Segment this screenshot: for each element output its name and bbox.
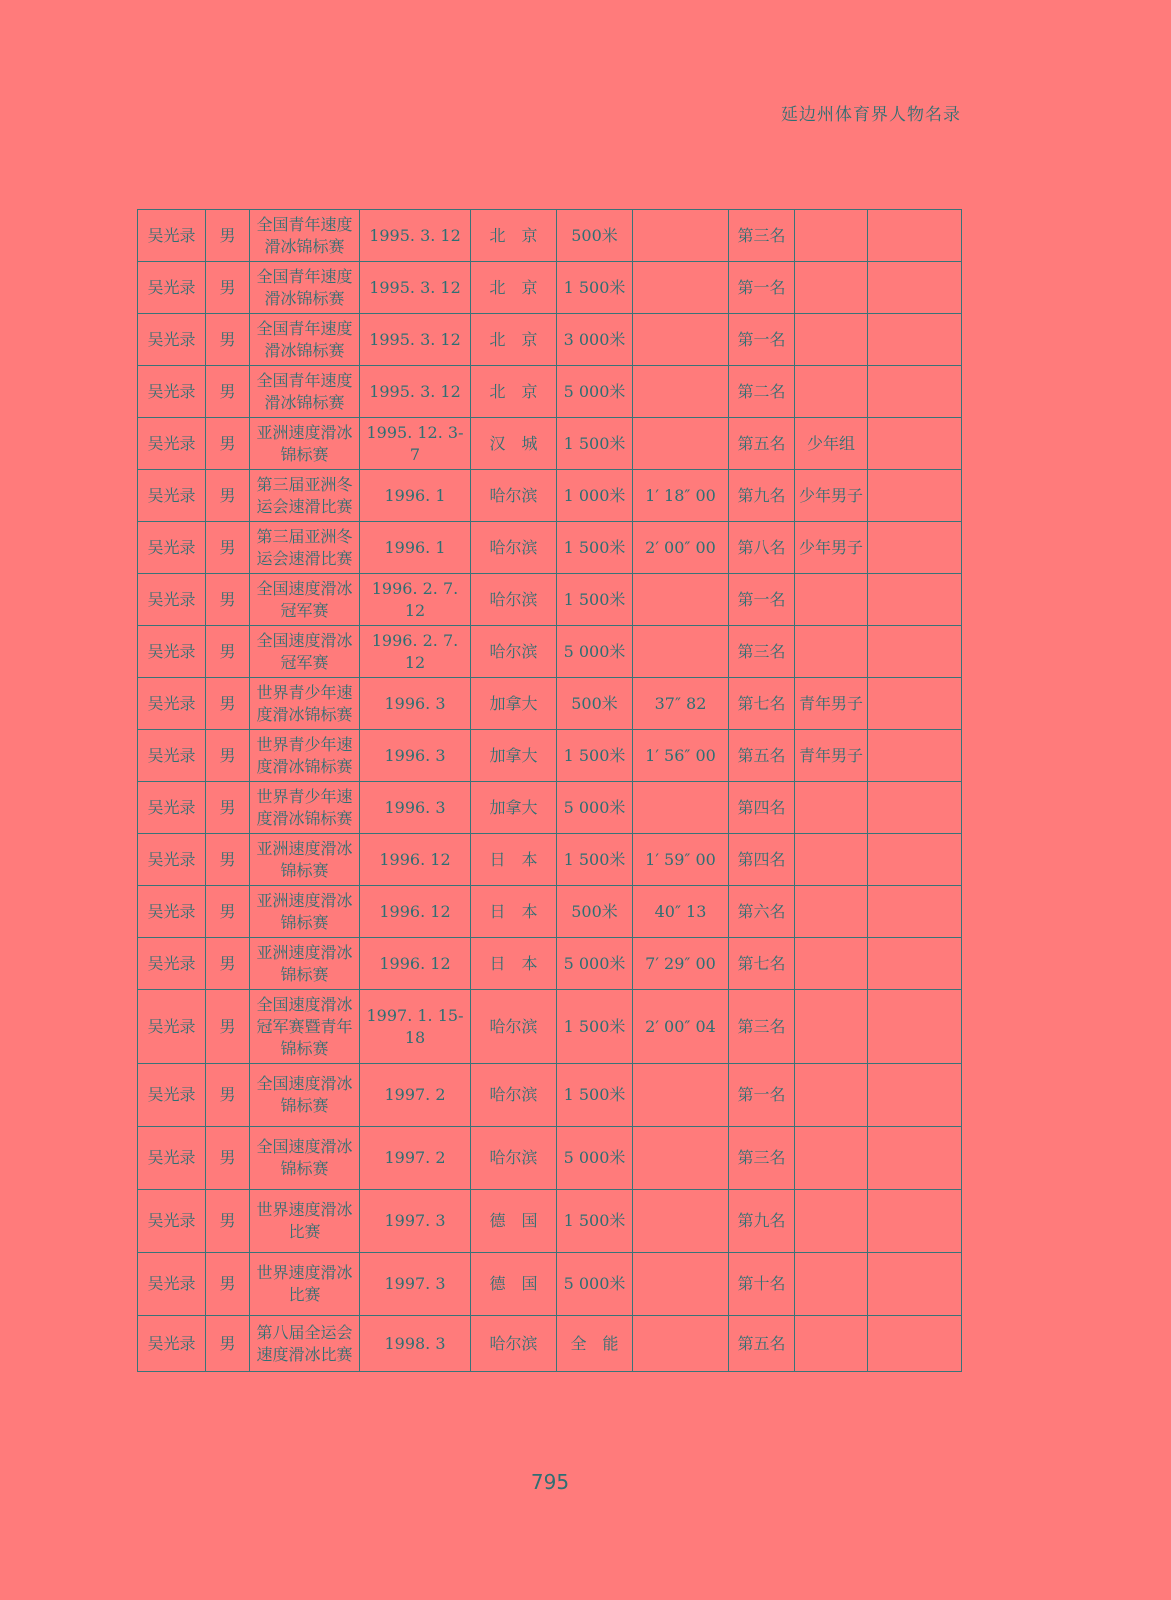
rank-cell: 第三名 xyxy=(729,990,795,1064)
event-name-cell: 第三届亚洲冬运会速滑比赛 xyxy=(250,470,360,522)
rank-cell: 第五名 xyxy=(729,418,795,470)
location-cell: 哈尔滨 xyxy=(471,990,557,1064)
location-cell: 北 京 xyxy=(471,314,557,366)
rank-cell: 第一名 xyxy=(729,314,795,366)
gender-cell: 男 xyxy=(206,314,250,366)
group-note-cell: 青年男子 xyxy=(795,678,868,730)
location-cell: 哈尔滨 xyxy=(471,522,557,574)
gender-cell: 男 xyxy=(206,1316,250,1372)
event-name-cell: 亚洲速度滑冰锦标赛 xyxy=(250,834,360,886)
rank-cell: 第六名 xyxy=(729,886,795,938)
location-cell: 北 京 xyxy=(471,366,557,418)
athlete-name-cell: 吴光录 xyxy=(138,574,206,626)
rank-cell: 第五名 xyxy=(729,730,795,782)
distance-cell: 5 000米 xyxy=(557,1127,633,1190)
date-cell: 1996. 2. 7. 12 xyxy=(360,574,471,626)
rank-cell: 第七名 xyxy=(729,678,795,730)
distance-cell: 1 500米 xyxy=(557,262,633,314)
group-note-cell xyxy=(795,782,868,834)
extra-cell xyxy=(868,678,962,730)
event-name-cell: 世界速度滑冰比赛 xyxy=(250,1253,360,1316)
date-cell: 1996. 12 xyxy=(360,886,471,938)
extra-cell xyxy=(868,210,962,262)
athlete-name-cell: 吴光录 xyxy=(138,522,206,574)
extra-cell xyxy=(868,1316,962,1372)
gender-cell: 男 xyxy=(206,262,250,314)
event-name-cell: 第三届亚洲冬运会速滑比赛 xyxy=(250,522,360,574)
date-cell: 1996. 1 xyxy=(360,522,471,574)
extra-cell xyxy=(868,1190,962,1253)
distance-cell: 1 500米 xyxy=(557,1190,633,1253)
table-row xyxy=(138,1190,962,1253)
location-cell: 哈尔滨 xyxy=(471,470,557,522)
extra-cell xyxy=(868,314,962,366)
athlete-name-cell: 吴光录 xyxy=(138,262,206,314)
extra-cell xyxy=(868,834,962,886)
table-row xyxy=(138,574,962,626)
group-note-cell xyxy=(795,834,868,886)
location-cell: 加拿大 xyxy=(471,782,557,834)
rank-cell: 第一名 xyxy=(729,1064,795,1127)
rank-cell: 第一名 xyxy=(729,574,795,626)
result-time-cell xyxy=(633,210,729,262)
date-cell: 1997. 3 xyxy=(360,1253,471,1316)
distance-cell: 5 000米 xyxy=(557,782,633,834)
distance-cell: 500米 xyxy=(557,678,633,730)
event-name-cell: 世界青少年速度滑冰锦标赛 xyxy=(250,678,360,730)
date-cell: 1997. 2 xyxy=(360,1064,471,1127)
extra-cell xyxy=(868,938,962,990)
result-time-cell xyxy=(633,1253,729,1316)
result-time-cell: 40″ 13 xyxy=(633,886,729,938)
result-time-cell xyxy=(633,1316,729,1372)
result-time-cell xyxy=(633,314,729,366)
result-time-cell: 7′ 29″ 00 xyxy=(633,938,729,990)
table-row xyxy=(138,1064,962,1127)
page-header-title: 延边州体育界人物名录 xyxy=(781,105,961,125)
location-cell: 哈尔滨 xyxy=(471,574,557,626)
date-cell: 1996. 3 xyxy=(360,730,471,782)
distance-cell: 500米 xyxy=(557,210,633,262)
table-row xyxy=(138,1127,962,1190)
athlete-name-cell: 吴光录 xyxy=(138,418,206,470)
location-cell: 加拿大 xyxy=(471,730,557,782)
location-cell: 哈尔滨 xyxy=(471,1064,557,1127)
group-note-cell xyxy=(795,1316,868,1372)
table-row xyxy=(138,834,962,886)
distance-cell: 500米 xyxy=(557,886,633,938)
group-note-cell xyxy=(795,314,868,366)
group-note-cell xyxy=(795,1190,868,1253)
result-time-cell xyxy=(633,418,729,470)
athlete-name-cell: 吴光录 xyxy=(138,938,206,990)
table-row xyxy=(138,990,962,1064)
extra-cell xyxy=(868,470,962,522)
extra-cell xyxy=(868,1127,962,1190)
location-cell: 日 本 xyxy=(471,938,557,990)
athlete-name-cell: 吴光录 xyxy=(138,678,206,730)
athlete-name-cell: 吴光录 xyxy=(138,1127,206,1190)
rank-cell: 第九名 xyxy=(729,1190,795,1253)
athlete-name-cell: 吴光录 xyxy=(138,782,206,834)
records-table xyxy=(137,209,962,1372)
date-cell: 1998. 3 xyxy=(360,1316,471,1372)
result-time-cell: 37″ 82 xyxy=(633,678,729,730)
rank-cell: 第八名 xyxy=(729,522,795,574)
gender-cell: 男 xyxy=(206,990,250,1064)
location-cell: 北 京 xyxy=(471,262,557,314)
date-cell: 1997. 2 xyxy=(360,1127,471,1190)
result-time-cell xyxy=(633,782,729,834)
extra-cell xyxy=(868,418,962,470)
event-name-cell: 全国青年速度滑冰锦标赛 xyxy=(250,366,360,418)
athlete-name-cell: 吴光录 xyxy=(138,210,206,262)
result-time-cell xyxy=(633,1190,729,1253)
table-row xyxy=(138,418,962,470)
rank-cell: 第二名 xyxy=(729,366,795,418)
athlete-name-cell: 吴光录 xyxy=(138,886,206,938)
rank-cell: 第七名 xyxy=(729,938,795,990)
location-cell: 日 本 xyxy=(471,886,557,938)
extra-cell xyxy=(868,1064,962,1127)
table-row xyxy=(138,1316,962,1372)
date-cell: 1996. 2. 7. 12 xyxy=(360,626,471,678)
athlete-name-cell: 吴光录 xyxy=(138,1064,206,1127)
athlete-name-cell: 吴光录 xyxy=(138,314,206,366)
event-name-cell: 世界青少年速度滑冰锦标赛 xyxy=(250,782,360,834)
group-note-cell xyxy=(795,262,868,314)
extra-cell xyxy=(868,1253,962,1316)
result-time-cell xyxy=(633,1127,729,1190)
distance-cell: 全 能 xyxy=(557,1316,633,1372)
gender-cell: 男 xyxy=(206,626,250,678)
distance-cell: 1 500米 xyxy=(557,522,633,574)
date-cell: 1996. 12 xyxy=(360,834,471,886)
rank-cell: 第四名 xyxy=(729,782,795,834)
event-name-cell: 全国青年速度滑冰锦标赛 xyxy=(250,262,360,314)
rank-cell: 第九名 xyxy=(729,470,795,522)
gender-cell: 男 xyxy=(206,1253,250,1316)
page-number: 795 xyxy=(530,1470,570,1494)
event-name-cell: 全国青年速度滑冰锦标赛 xyxy=(250,314,360,366)
result-time-cell: 2′ 00″ 00 xyxy=(633,522,729,574)
event-name-cell: 全国速度滑冰锦标赛 xyxy=(250,1064,360,1127)
distance-cell: 5 000米 xyxy=(557,1253,633,1316)
gender-cell: 男 xyxy=(206,1190,250,1253)
location-cell: 哈尔滨 xyxy=(471,626,557,678)
table-row xyxy=(138,262,962,314)
date-cell: 1995. 3. 12 xyxy=(360,210,471,262)
group-note-cell xyxy=(795,886,868,938)
group-note-cell xyxy=(795,990,868,1064)
location-cell: 汉 城 xyxy=(471,418,557,470)
rank-cell: 第十名 xyxy=(729,1253,795,1316)
distance-cell: 1 500米 xyxy=(557,574,633,626)
gender-cell: 男 xyxy=(206,522,250,574)
event-name-cell: 全国速度滑冰冠军赛 xyxy=(250,626,360,678)
distance-cell: 5 000米 xyxy=(557,938,633,990)
athlete-name-cell: 吴光录 xyxy=(138,470,206,522)
table-row xyxy=(138,522,962,574)
location-cell: 德 国 xyxy=(471,1253,557,1316)
table-row xyxy=(138,782,962,834)
group-note-cell: 少年组 xyxy=(795,418,868,470)
gender-cell: 男 xyxy=(206,678,250,730)
extra-cell xyxy=(868,990,962,1064)
event-name-cell: 全国青年速度滑冰锦标赛 xyxy=(250,210,360,262)
distance-cell: 5 000米 xyxy=(557,626,633,678)
event-name-cell: 亚洲速度滑冰锦标赛 xyxy=(250,938,360,990)
location-cell: 德 国 xyxy=(471,1190,557,1253)
table-row xyxy=(138,470,962,522)
extra-cell xyxy=(868,262,962,314)
gender-cell: 男 xyxy=(206,1127,250,1190)
location-cell: 哈尔滨 xyxy=(471,1316,557,1372)
group-note-cell xyxy=(795,366,868,418)
event-name-cell: 全国速度滑冰锦标赛 xyxy=(250,1127,360,1190)
distance-cell: 1 500米 xyxy=(557,834,633,886)
event-name-cell: 全国速度滑冰冠军赛 xyxy=(250,574,360,626)
date-cell: 1997. 1. 15-18 xyxy=(360,990,471,1064)
athlete-name-cell: 吴光录 xyxy=(138,834,206,886)
extra-cell xyxy=(868,886,962,938)
gender-cell: 男 xyxy=(206,782,250,834)
extra-cell xyxy=(868,366,962,418)
gender-cell: 男 xyxy=(206,210,250,262)
group-note-cell xyxy=(795,626,868,678)
event-name-cell: 亚洲速度滑冰锦标赛 xyxy=(250,886,360,938)
rank-cell: 第五名 xyxy=(729,1316,795,1372)
group-note-cell xyxy=(795,1253,868,1316)
gender-cell: 男 xyxy=(206,886,250,938)
result-time-cell xyxy=(633,574,729,626)
distance-cell: 1 500米 xyxy=(557,418,633,470)
date-cell: 1995. 3. 12 xyxy=(360,366,471,418)
table-row xyxy=(138,678,962,730)
gender-cell: 男 xyxy=(206,366,250,418)
group-note-cell xyxy=(795,574,868,626)
athlete-name-cell: 吴光录 xyxy=(138,730,206,782)
gender-cell: 男 xyxy=(206,730,250,782)
table-row xyxy=(138,730,962,782)
event-name-cell: 世界速度滑冰比赛 xyxy=(250,1190,360,1253)
date-cell: 1995. 12. 3-7 xyxy=(360,418,471,470)
result-time-cell xyxy=(633,1064,729,1127)
gender-cell: 男 xyxy=(206,938,250,990)
event-name-cell: 全国速度滑冰冠军赛暨青年锦标赛 xyxy=(250,990,360,1064)
table-row xyxy=(138,626,962,678)
rank-cell: 第三名 xyxy=(729,626,795,678)
gender-cell: 男 xyxy=(206,470,250,522)
table-row xyxy=(138,314,962,366)
table-row xyxy=(138,366,962,418)
event-name-cell: 亚洲速度滑冰锦标赛 xyxy=(250,418,360,470)
gender-cell: 男 xyxy=(206,574,250,626)
result-time-cell: 2′ 00″ 04 xyxy=(633,990,729,1064)
result-time-cell: 1′ 56″ 00 xyxy=(633,730,729,782)
extra-cell xyxy=(868,522,962,574)
location-cell: 北 京 xyxy=(471,210,557,262)
athlete-name-cell: 吴光录 xyxy=(138,626,206,678)
table-row xyxy=(138,938,962,990)
group-note-cell xyxy=(795,1064,868,1127)
result-time-cell xyxy=(633,262,729,314)
group-note-cell: 少年男子 xyxy=(795,522,868,574)
rank-cell: 第三名 xyxy=(729,210,795,262)
athlete-name-cell: 吴光录 xyxy=(138,366,206,418)
table-row xyxy=(138,886,962,938)
distance-cell: 1 500米 xyxy=(557,990,633,1064)
location-cell: 加拿大 xyxy=(471,678,557,730)
rank-cell: 第三名 xyxy=(729,1127,795,1190)
extra-cell xyxy=(868,730,962,782)
rank-cell: 第四名 xyxy=(729,834,795,886)
date-cell: 1997. 3 xyxy=(360,1190,471,1253)
table-row xyxy=(138,1253,962,1316)
records-table-body xyxy=(138,210,962,1372)
distance-cell: 1 500米 xyxy=(557,730,633,782)
gender-cell: 男 xyxy=(206,418,250,470)
location-cell: 日 本 xyxy=(471,834,557,886)
group-note-cell xyxy=(795,938,868,990)
group-note-cell xyxy=(795,1127,868,1190)
athlete-name-cell: 吴光录 xyxy=(138,1316,206,1372)
date-cell: 1996. 3 xyxy=(360,782,471,834)
location-cell: 哈尔滨 xyxy=(471,1127,557,1190)
date-cell: 1996. 3 xyxy=(360,678,471,730)
group-note-cell: 少年男子 xyxy=(795,470,868,522)
group-note-cell xyxy=(795,210,868,262)
athlete-name-cell: 吴光录 xyxy=(138,1253,206,1316)
event-name-cell: 世界青少年速度滑冰锦标赛 xyxy=(250,730,360,782)
table-row xyxy=(138,210,962,262)
gender-cell: 男 xyxy=(206,1064,250,1127)
distance-cell: 3 000米 xyxy=(557,314,633,366)
distance-cell: 1 000米 xyxy=(557,470,633,522)
distance-cell: 1 500米 xyxy=(557,1064,633,1127)
athlete-name-cell: 吴光录 xyxy=(138,1190,206,1253)
result-time-cell xyxy=(633,366,729,418)
athlete-name-cell: 吴光录 xyxy=(138,990,206,1064)
extra-cell xyxy=(868,626,962,678)
distance-cell: 5 000米 xyxy=(557,366,633,418)
date-cell: 1995. 3. 12 xyxy=(360,262,471,314)
date-cell: 1996. 1 xyxy=(360,470,471,522)
extra-cell xyxy=(868,574,962,626)
rank-cell: 第一名 xyxy=(729,262,795,314)
date-cell: 1996. 12 xyxy=(360,938,471,990)
result-time-cell: 1′ 18″ 00 xyxy=(633,470,729,522)
event-name-cell: 第八届全运会速度滑冰比赛 xyxy=(250,1316,360,1372)
result-time-cell: 1′ 59″ 00 xyxy=(633,834,729,886)
extra-cell xyxy=(868,782,962,834)
gender-cell: 男 xyxy=(206,834,250,886)
group-note-cell: 青年男子 xyxy=(795,730,868,782)
date-cell: 1995. 3. 12 xyxy=(360,314,471,366)
result-time-cell xyxy=(633,626,729,678)
